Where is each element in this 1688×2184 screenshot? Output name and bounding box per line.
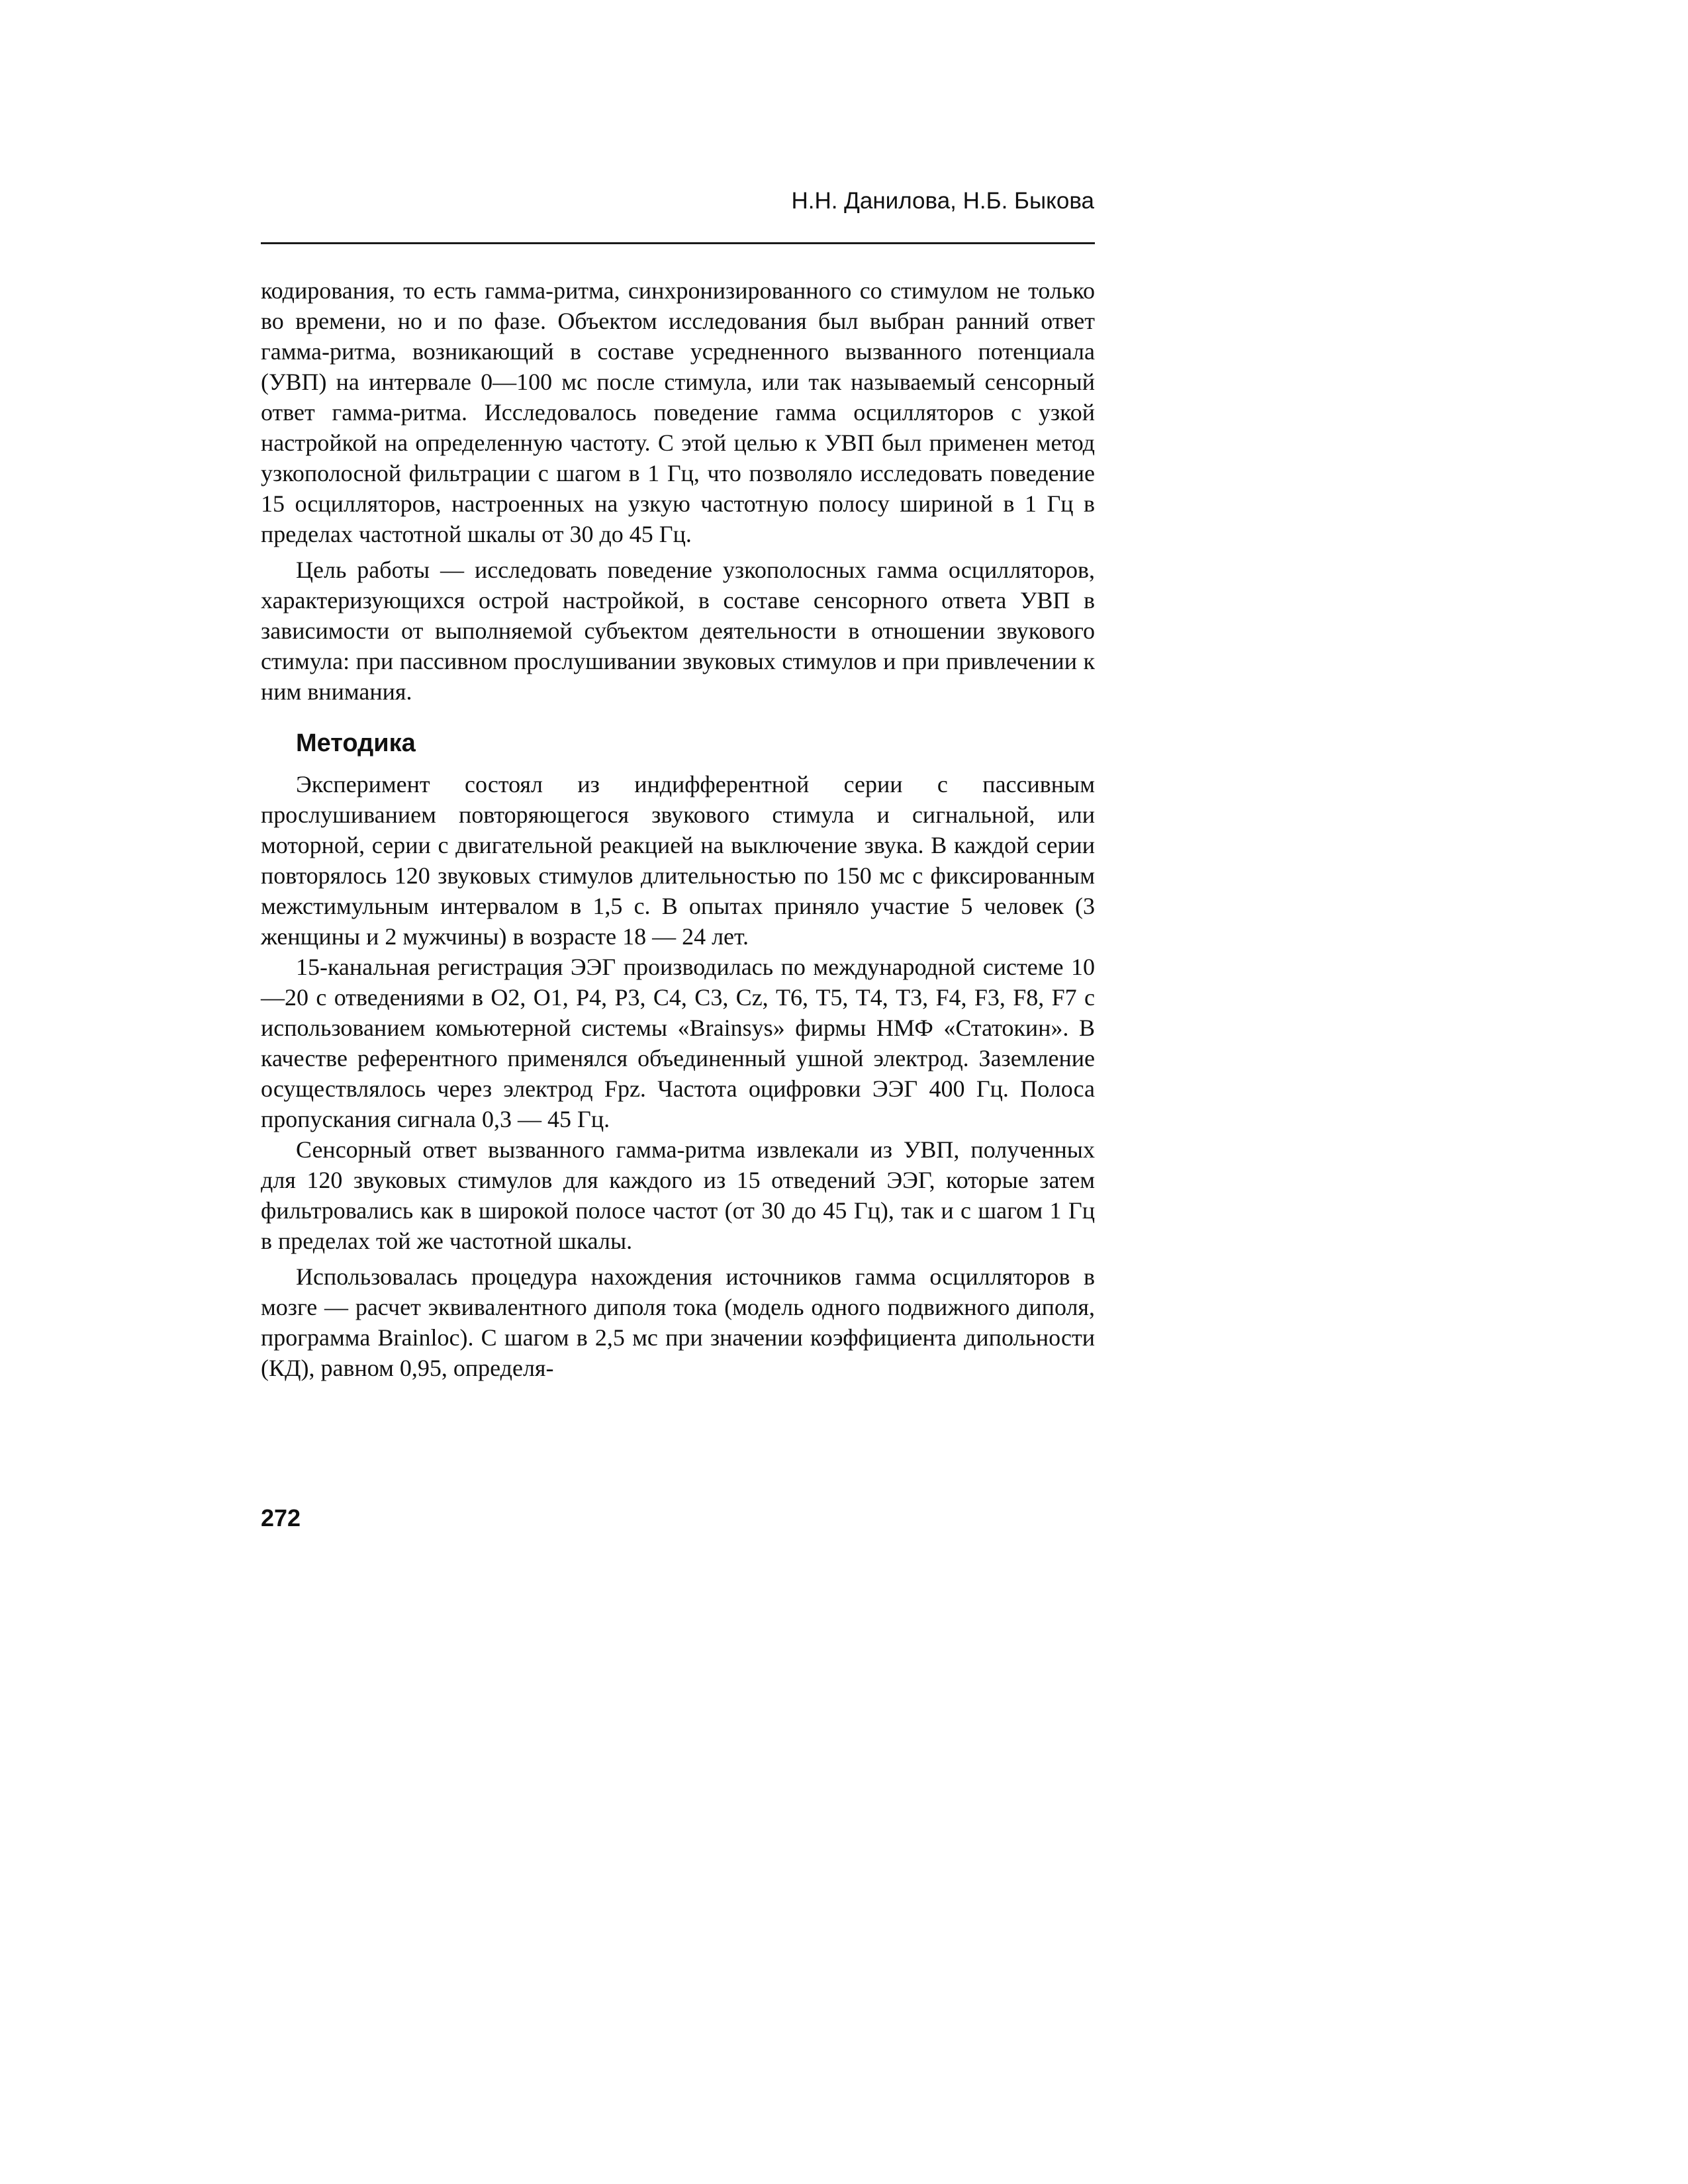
- paragraph-dipole-method: Использовалась процедура нахождения источников гамма осцилляторов в мозге — расчет эквивалентного диполя тока (модель одного подвижного диполя, программа Brainloc). С шагом в 2,5 мс при значении коэффициента дипольности (КД), равном 0,95, определя-: [261, 1263, 1095, 1381]
- paragraph-eeg-recording: 15-канальная регистрация ЭЭГ производилась по международной системе 10 —20 с отведениями в О2, О1, Р4, Р3, С4, С3, Cz, Т6, Т5, Т4, Т3, F4, F3, F8, F7 с использованием комьютерной системы «Brainsys» фирмы НМФ «Статокин». В качестве референтного применялся объединенный ушной электрод. Заземление осуществлялось через электрод Fpz. Частота оцифровки ЭЭГ 400 Гц. Полоса пропускания сигнала 0,3 — 45 Гц.: [261, 954, 1095, 1132]
- text-column: [261, 275, 1095, 1383]
- paragraph-research-goal: Цель работы — исследовать поведение узкополосных гамма осцилляторов, характеризующихся острой настройкой, в составе сенсорного ответа УВП в зависимости от выполняемой субъектом деятельности в отношении звукового стимула: при пассивном прослушивании звуковых стимулов и при привлечении к ним внимания.: [261, 557, 1095, 705]
- paragraph-intro-continuation: кодирования, то есть гамма-ритма, синхронизированного со стимулом не только во времени, но и по фазе. Объектом исследования был выбран ранний ответ гамма-ритма, возникающий в составе усредненного вызванного потенциала (УВП) на интервале 0—100 мс после стимула, или так называемый сенсорный ответ гамма-ритма. Исследовалось поведение гамма осцилляторов с узкой настройкой на определенную частоту. С этой целью к УВП был применен метод узкополосной фильтрации с шагом в 1 Гц, что позволяло исследовать поведение 15 осцилляторов, настроенных на узкую частотную полосу шириной в 1 Гц в пределах частотной шкалы от 30 до 45 Гц.: [261, 277, 1095, 547]
- paragraph-gamma-extraction: Сенсорный ответ вызванного гамма-ритма извлекали из УВП, полученных для 120 звуковых стимулов для каждого из 15 отведений ЭЭГ, которые затем фильтровались как в широкой полосе частот (от 30 до 45 Гц), так и с шагом 1 Гц в пределах той же частотной шкалы.: [261, 1136, 1095, 1254]
- section-heading-methods: Методика: [296, 729, 416, 757]
- paragraph-experiment-design: Эксперимент состоял из индифферентной серии с пассивным прослушиванием повторяющегося звукового стимула и сигнальной, или моторной, серии с двигательной реакцией на выключение звука. В каждой серии повторялось 120 звуковых стимулов длительностью по 150 мс с фиксированным межстимульным интервалом в 1,5 с. В опытах приняло участие 5 человек (3 женщины и 2 мужчины) в возрасте 18 — 24 лет.: [261, 771, 1095, 950]
- header-divider: [261, 242, 1095, 244]
- page-number: 272: [261, 1504, 301, 1531]
- running-header-authors: Н.Н. Данилова, Н.Б. Быкова: [791, 188, 1094, 214]
